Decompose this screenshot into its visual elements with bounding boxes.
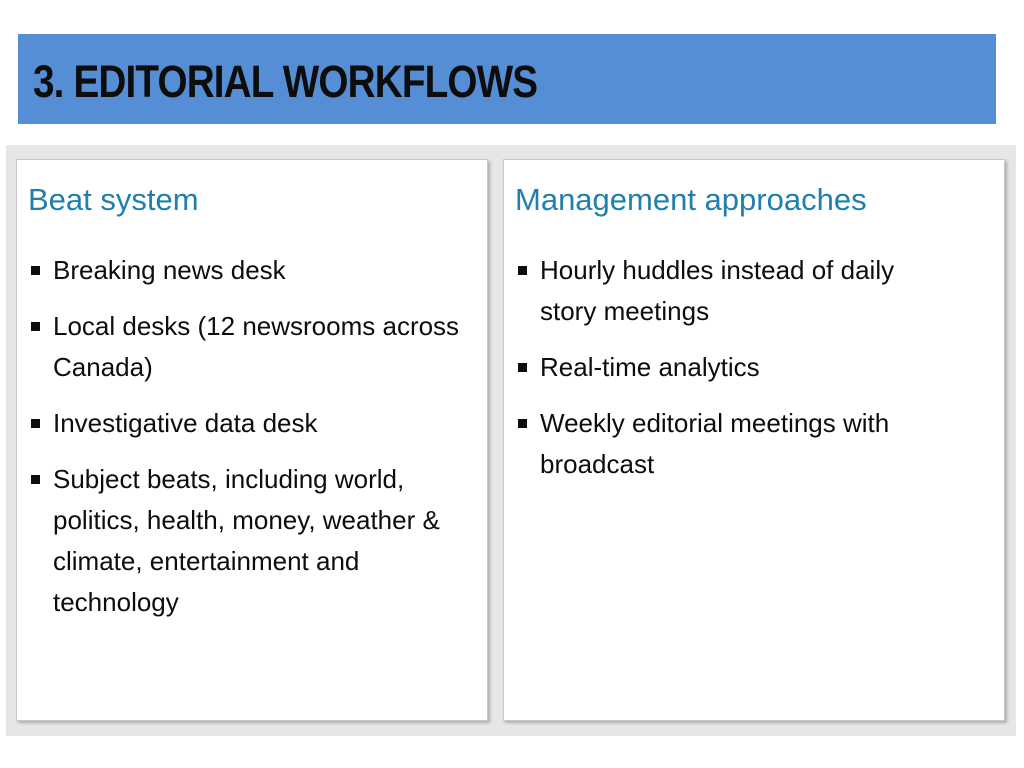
beat-system-card: [16, 159, 488, 721]
management-approaches-list: [515, 250, 935, 500]
list-item: [28, 306, 468, 388]
list-item-text: Hourly huddles instead of daily story meetings: [540, 255, 895, 326]
list-item-text: Subject beats, including world, politics, health, money, weather & climate, entertainment and technology: [53, 464, 440, 617]
list-item-text: Investigative data desk: [53, 408, 318, 438]
list-item: [28, 250, 468, 291]
management-approaches-heading: Management approaches: [515, 182, 867, 217]
beat-system-list: [28, 250, 468, 638]
list-item-text: Weekly editorial meetings with broadcast: [540, 408, 890, 479]
square-bullet-icon: [518, 363, 527, 372]
list-item: [515, 250, 935, 332]
list-item: [515, 347, 935, 388]
square-bullet-icon: [518, 419, 527, 428]
square-bullet-icon: [31, 322, 40, 331]
square-bullet-icon: [31, 475, 40, 484]
list-item: [515, 403, 935, 485]
beat-system-heading: Beat system: [28, 182, 199, 217]
list-item: [28, 403, 468, 444]
square-bullet-icon: [31, 419, 40, 428]
square-bullet-icon: [31, 266, 40, 275]
square-bullet-icon: [518, 266, 527, 275]
content-area: [6, 145, 1016, 736]
list-item-text: Local desks (12 newsrooms across Canada): [53, 311, 460, 382]
management-approaches-card: [503, 159, 1005, 721]
list-item-text: Real-time analytics: [540, 352, 760, 382]
list-item: [28, 459, 468, 623]
list-item-text: Breaking news desk: [53, 255, 286, 285]
slide-title: 3. EDITORIAL WORKFLOWS: [33, 56, 538, 107]
title-bar: [18, 34, 996, 124]
